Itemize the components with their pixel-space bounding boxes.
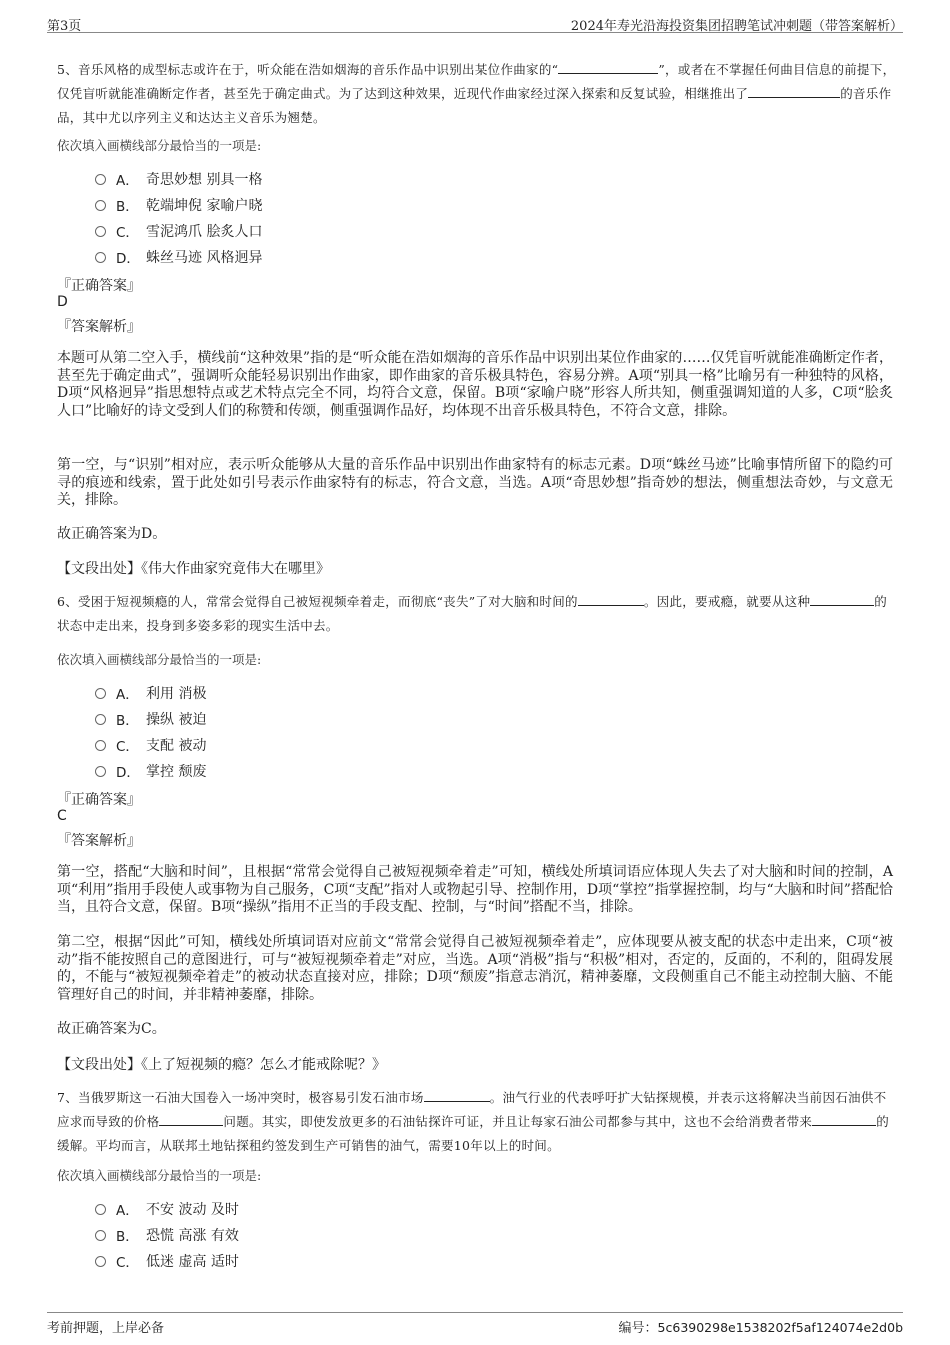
question-prompt: 依次填入画横线部分最恰当的一项是: [57,652,262,667]
document-code: 编号：5c6390298e1538202f5af124074e2d0b [618,1320,903,1336]
option-c[interactable]: C． 低迷 虚高 适时 [95,1248,239,1274]
question-6-text: 6、受困于短视频瘾的人，常常会觉得自己被短视频牵着走，而彻底“丧失”了对大脑和时间的 。因此，要戒瘾，就要从这种 的状态中走出来，投身到多姿多彩的现实生活中去。 [57,590,897,638]
question-6-options [95,680,206,784]
source-citation: 【文段出处】《上了短视频的瘾？怎么才能戒除呢？》 [57,1057,386,1073]
answer-blank [812,1111,876,1126]
radio-icon[interactable] [95,714,106,725]
analysis-paragraph: 第二空，根据“因此”可知，横线处所填词语对应前文“常常会觉得自己被短视频牵着走”，应体现要从被支配的状态中走出来，C项“被动”指不能按照自己的意图进行，可与“被短视频牵着走”对应，当选。A项“消极”指与“积极”相对，否定的，反面的，不利的，阻碍发展的，不能与“被短视频牵着走”的被动状态直接对应，排除；D项“颓废”指意志消沉，精神萎靡，文段侧重自己不能主动控制大脑、不能管理好自己的时间，并非精神萎靡，排除。 [57,934,893,1003]
radio-icon[interactable] [95,252,106,263]
option-a[interactable]: A． 利用 消极 [95,680,206,706]
page-header [47,10,903,33]
answer-label: 『正确答案』 [57,792,141,808]
option-a[interactable]: A． 不安 波动 及时 [95,1196,239,1222]
option-d[interactable]: D． 蛛丝马迹 风格迥异 [95,244,262,270]
radio-icon[interactable] [95,740,106,751]
analysis-conclusion: 故正确答案为C。 [57,1021,166,1037]
question-5-text: 5、音乐风格的成型标志或许在于，听众能在浩如烟海的音乐作品中识别出某位作曲家的“ ”，或者在不掌握任何曲目信息的前提下，仅凭盲听就能准确断定作者，甚至先于确定曲式。为了达到这种效果，近现代作曲家经过深入探索和反复试验，相继推出了 的音乐作品，其中尤以序列主义和达达主义音乐为翘楚。 [57,58,897,130]
radio-icon[interactable] [95,1230,106,1241]
radio-icon[interactable] [95,1204,106,1215]
question-prompt: 依次填入画横线部分最恰当的一项是: [57,1168,262,1183]
question-7-options [95,1196,239,1274]
answer-blank [558,59,658,74]
answer-blank [159,1111,223,1126]
correct-answer: D [57,294,68,310]
analysis-label: 『答案解析』 [57,319,141,335]
option-d[interactable]: D． 掌控 颓废 [95,758,206,784]
option-c[interactable]: C． 支配 被动 [95,732,206,758]
question-5-options [95,166,262,270]
source-citation: 【文段出处】《伟大作曲家究竟伟大在哪里》 [57,561,330,577]
radio-icon[interactable] [95,226,106,237]
radio-icon[interactable] [95,200,106,211]
answer-blank [578,591,644,606]
option-a[interactable]: A． 奇思妙想 别具一格 [95,166,262,192]
document-title: 2024年寿光沿海投资集团招聘笔试冲刺题（带答案解析） [570,19,903,34]
analysis-paragraph: 本题可从第二空入手，横线前“这种效果”指的是“听众能在浩如烟海的音乐作品中识别出某位作曲家的……仅凭盲听就能准确断定作者，甚至先于确定曲式”，强调听众能轻易识别出作曲家，即作曲家的音乐极具特色，容易分辨。A项“别具一格”比喻另有一种独特的风格，D项“风格迥异”指思想特点或艺术特点完全不同，均符合文意，保留。B项“家喻户晓”形容人所共知，侧重强调知道的人多，C项“脍炙人口”比喻好的诗文受到人们的称赞和传颂，侧重强调作品好，均体现不出音乐极具特色，不符合文意，排除。 [57,350,893,419]
analysis-paragraph: 第一空，与“识别”相对应，表示听众能够从大量的音乐作品中识别出作曲家特有的标志元素。D项“蛛丝马迹”比喻事情所留下的隐约可寻的痕迹和线索，置于此处如引号表示作曲家特有的标志，符合文意，当选。A项“奇思妙想”指奇妙的想法，侧重想法奇妙，与文意无关，排除。 [57,457,893,508]
option-b[interactable]: B． 乾端坤倪 家喻户晓 [95,192,262,218]
analysis-conclusion: 故正确答案为D。 [57,526,167,542]
radio-icon[interactable] [95,174,106,185]
radio-icon[interactable] [95,1256,106,1267]
radio-icon[interactable] [95,766,106,777]
answer-blank [748,83,840,98]
correct-answer: C [57,808,67,824]
radio-icon[interactable] [95,688,106,699]
footer-slogan: 考前押题，上岸必备 [47,1321,165,1336]
question-7-text: 7、当俄罗斯这一石油大国卷入一场冲突时，极容易引发石油市场 。油气行业的代表呼吁扩大钻探规模，并表示这将解决当前因石油供不应求而导致的价格 问题。其实，即使发放更多的石油钻探许可证，并且让每家石油公司都参与其中，这也不会给消费者带来 的缓解。平均而言，从联邦土地钻探租约签发到生产可销售的油气，需要10年以上的时间。 [57,1086,897,1158]
answer-blank [810,591,874,606]
analysis-paragraph: 第一空，搭配“大脑和时间”，且根据“常常会觉得自己被短视频牵着走”可知，横线处所填词语应体现人失去了对大脑和时间的控制，A项“利用”指用手段使人或事物为自己服务，C项“支配”指对人或物起引导、控制作用，D项“掌控”指掌握控制，均与“大脑和时间”搭配恰当，且符合文意，保留。B项“操纵”指用不正当的手段支配、控制，与“时间”搭配不当，排除。 [57,864,893,915]
option-c[interactable]: C． 雪泥鸿爪 脍炙人口 [95,218,262,244]
answer-label: 『正确答案』 [57,278,141,294]
question-prompt: 依次填入画横线部分最恰当的一项是: [57,138,262,153]
analysis-label: 『答案解析』 [57,833,141,849]
option-b[interactable]: B． 操纵 被迫 [95,706,206,732]
page-number: 第3页 [47,19,82,34]
answer-blank [424,1087,490,1102]
page-footer [47,1312,903,1337]
option-b[interactable]: B． 恐慌 高涨 有效 [95,1222,239,1248]
